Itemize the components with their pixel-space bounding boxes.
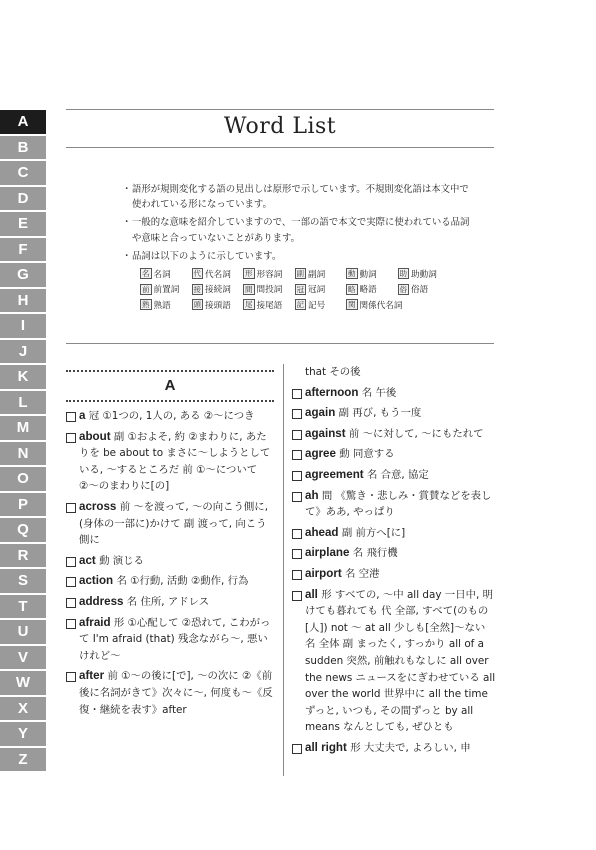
legend-row [140, 266, 480, 282]
word-entry[interactable]: agreement 名 合意, 協定 [292, 467, 498, 484]
left-column [66, 364, 274, 722]
word-entry[interactable]: act 動 演じる [66, 553, 274, 570]
index-tab-o[interactable]: O [0, 467, 46, 491]
legend-item: 尾 接尾語 [245, 300, 283, 311]
index-tab-l[interactable]: L [0, 391, 46, 415]
index-tab-q[interactable]: Q [0, 518, 46, 542]
legend-item: 間 間投詞 [245, 284, 283, 296]
index-tab-g[interactable]: G [0, 263, 46, 287]
word-entry[interactable]: against 前 〜に対して, 〜にもたれて [292, 426, 498, 443]
index-tab-x[interactable]: X [0, 697, 46, 721]
index-tab-r[interactable]: R [0, 544, 46, 568]
legend-item: 副 副詞 [296, 269, 326, 280]
word-entry[interactable]: across 前 〜を渡って, 〜の向こう側に, (身体の一部に)かけて 副 渡って, 向こう側に [66, 499, 274, 549]
index-tab-j[interactable]: J [0, 340, 46, 364]
word-entry[interactable]: ahead 副 前方へ[に] [292, 525, 498, 542]
section-letter: A [164, 377, 176, 394]
legend-item: 接 接続詞 [193, 284, 231, 296]
entry-continuation: that その後 [305, 366, 361, 378]
usage-notes [122, 182, 472, 267]
index-tab-k[interactable]: K [0, 365, 46, 389]
dotted-divider [66, 400, 274, 402]
word-entry[interactable]: about 副 ①およそ, 約 ②まわりに, あたりを be about to まさに〜しようとしている, 〜するところだ 前 ①〜について ②〜のまわりに[の] [66, 429, 274, 495]
word-entry[interactable]: afternoon 名 午後 [292, 385, 498, 402]
word-entry[interactable]: airport 名 空港 [292, 566, 498, 583]
index-tab-h[interactable]: H [0, 289, 46, 313]
word-entry[interactable]: all right 形 大丈夫で, よろしい, 申 [292, 740, 498, 757]
legend-item: 記 記号 [296, 300, 326, 311]
alphabet-index [0, 110, 46, 773]
right-column [292, 364, 498, 760]
index-tab-d[interactable]: D [0, 187, 46, 211]
legend-item: 代 代名詞 [193, 269, 231, 280]
word-entry[interactable]: address 名 住所, アドレス [66, 594, 274, 611]
word-entry[interactable]: a 冠 ①1つの, 1人の, ある ②〜につき [66, 408, 274, 425]
section-rule [66, 343, 494, 344]
word-entry[interactable]: after 前 ①〜の後に[で], 〜の次に ②《前後に名詞がきて》次々に〜, 何度も〜《反復・継続を表す》after [66, 668, 274, 718]
index-tab-e[interactable]: E [0, 212, 46, 236]
legend-item: 冠 冠詞 [296, 284, 326, 296]
index-tab-i[interactable]: I [0, 314, 46, 338]
index-tab-z[interactable]: Z [0, 748, 46, 772]
part-of-speech-legend [140, 266, 480, 313]
title-bottom-rule [66, 147, 494, 148]
index-tab-f[interactable]: F [0, 238, 46, 262]
legend-row [140, 282, 480, 298]
index-tab-c[interactable]: C [0, 161, 46, 185]
index-tab-m[interactable]: M [0, 416, 46, 440]
index-tab-a[interactable]: A [0, 110, 46, 134]
word-entry[interactable]: agree 動 同意する [292, 446, 498, 463]
legend-item: 形 形容詞 [245, 269, 283, 280]
word-entry[interactable]: airplane 名 飛行機 [292, 545, 498, 562]
legend-item: 頭 接頭語 [193, 300, 231, 311]
index-tab-s[interactable]: S [0, 569, 46, 593]
word-entry[interactable]: action 名 ①行動, 活動 ②動作, 行為 [66, 573, 274, 590]
index-tab-v[interactable]: V [0, 646, 46, 670]
legend-item: 助 助動詞 [399, 269, 437, 280]
word-entry[interactable]: afraid 形 ①心配して ②恐れて, こわがって I'm afraid (that) 残念ながら〜, 悪いけれど〜 [66, 615, 274, 665]
word-entry[interactable]: all 形 すべての, 〜中 all day 一日中, 明けても暮れても 代 全部, すべて(のもの[人]) not 〜 at all 少しも[全然]〜ない 名 全体 副 まったく, すっかり all of a sudden 突然, 前触れもなしに all over the news ニュースをにぎわせている all over the world 世界中に all the time ずっと, いつも, その間ずっと by all means なんとしても, ぜひとも [292, 587, 498, 736]
legend-item: 俗 俗語 [399, 284, 429, 296]
index-tab-b[interactable]: B [0, 136, 46, 160]
legend-item: 動 動詞 [348, 269, 377, 280]
word-entry[interactable]: again 副 再び, もう一度 [292, 405, 498, 422]
legend-item: 名 名詞 [142, 269, 171, 280]
index-tab-n[interactable]: N [0, 442, 46, 466]
word-entry[interactable]: ah 間 《驚き・悲しみ・賞賛などを表して》ああ, やっぱり [292, 488, 498, 521]
legend-row [140, 297, 480, 313]
note-item: ・ 語形が規則変化する語の見出しは原形で示しています。不規則変化語は本文中で使われている形になっています。 [122, 182, 472, 212]
index-tab-u[interactable]: U [0, 620, 46, 644]
index-tab-p[interactable]: P [0, 493, 46, 517]
note-item: ・ 一般的な意味を紹介していますので、一部の語で本文で実際に使われている品詞や意味と合っていないことがあります。 [122, 215, 472, 245]
note-item: ・ 品詞は以下のように示しています。 [122, 249, 472, 264]
index-tab-w[interactable]: W [0, 671, 46, 695]
index-tab-t[interactable]: T [0, 595, 46, 619]
column-divider [283, 364, 284, 776]
legend-item: 関 関係代名詞 [348, 300, 403, 311]
legend-item: 略 略語 [348, 284, 377, 296]
legend-item: 熟 熟語 [142, 300, 171, 311]
legend-item: 前 前置詞 [142, 284, 180, 296]
page-title: Word List [223, 114, 337, 139]
index-tab-y[interactable]: Y [0, 722, 46, 746]
